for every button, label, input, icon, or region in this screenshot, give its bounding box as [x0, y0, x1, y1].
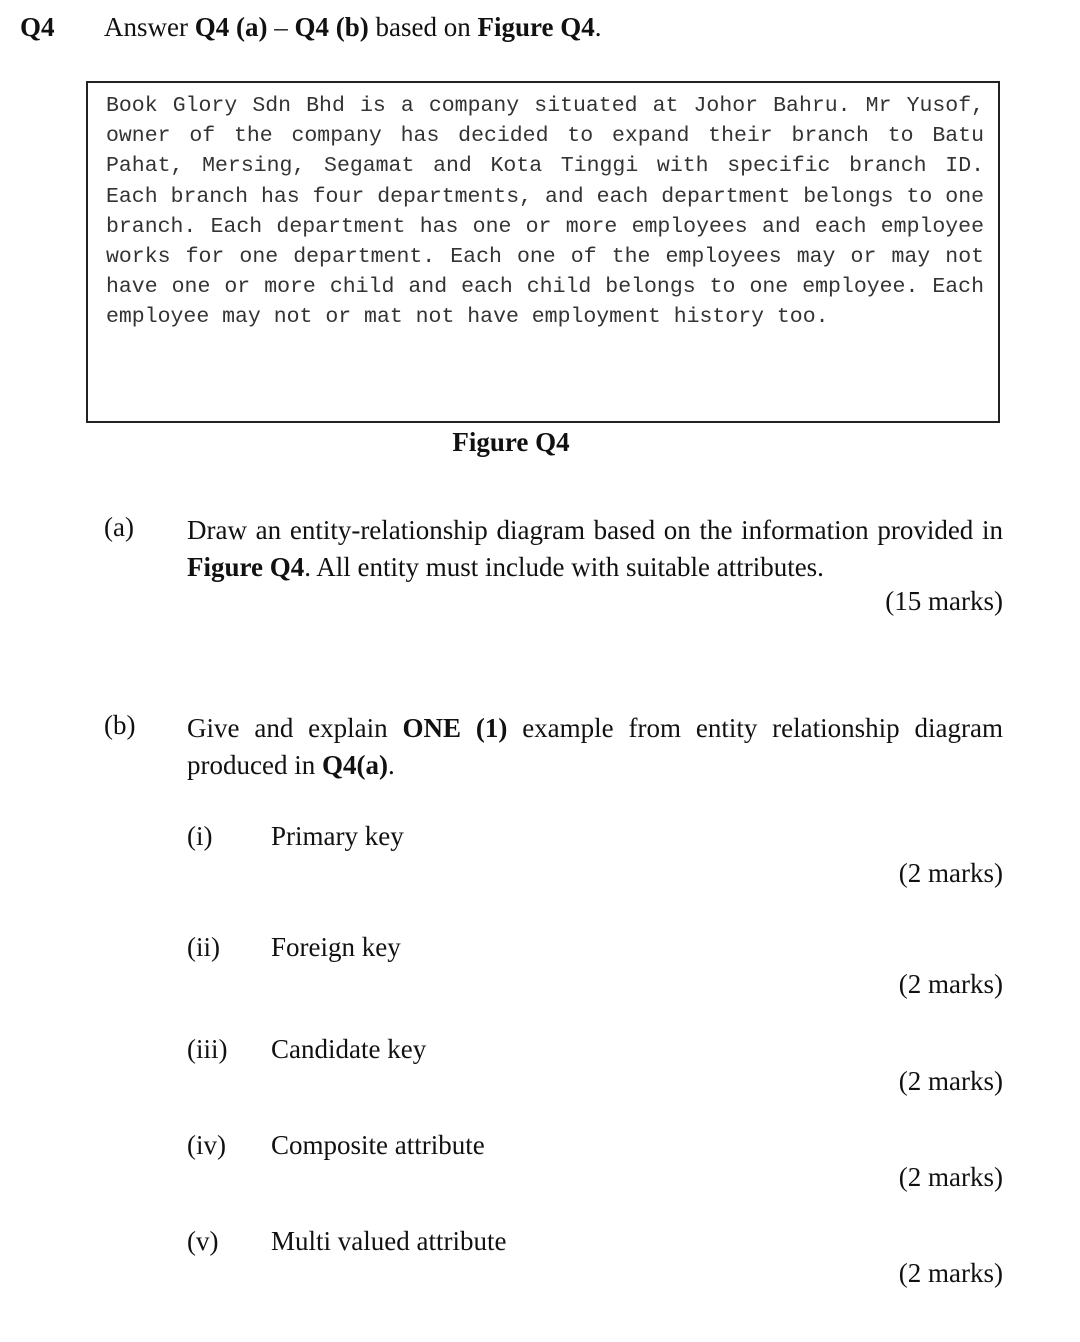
part-a-text: [187, 512, 1003, 586]
question-number: Q4: [20, 12, 55, 42]
sub-item-text: Primary key: [271, 821, 404, 851]
sub-item-label: (iv): [187, 1130, 226, 1160]
part-b-text: [187, 710, 1003, 784]
scenario-text: Book Glory Sdn Bhd is a company situated at Johor Bahru. Mr Yusof, owner of the company has decided to expand their branch to Batu Pahat, Mersing, Segamat and Kota Tinggi with specific branch ID. Each branch has four departments, and each department belongs to one branch. Each department has one or more employees and each employee works for one department. Each one of the employees may or may not have one or more child and each child belongs to one employee. Each employee may not or mat not have employment history too.: [106, 94, 984, 330]
part-b-bold-one: ONE (1): [402, 713, 508, 743]
figure-caption: Figure Q4: [452, 427, 570, 457]
sub-item-text: Composite attribute: [271, 1130, 485, 1160]
part-b-text-2: example from entity relationship diagram produced in: [187, 713, 1003, 780]
part-b-bold-ref: Q4(a): [321, 750, 388, 780]
part-b-label: (b): [104, 710, 136, 740]
sub-item-text: Foreign key: [271, 932, 401, 962]
question-instruction: [104, 12, 601, 43]
sub-item-label: (iii): [187, 1034, 228, 1064]
sub-item-marks: (2 marks): [898, 969, 1003, 999]
sub-item-marks: (2 marks): [898, 1162, 1003, 1192]
sub-item-label: (v): [187, 1226, 219, 1256]
sub-item-label: (ii): [187, 932, 220, 962]
instruction-dash: –: [267, 12, 295, 42]
instruction-middle: based on: [368, 12, 478, 42]
scenario-box: [86, 81, 1000, 423]
part-b-text-3: .: [387, 750, 395, 780]
instruction-part-start: Q4 (a): [194, 12, 268, 42]
sub-item-text: Candidate key: [271, 1034, 427, 1064]
instruction-prefix: Answer: [104, 12, 195, 42]
sub-item-label: (i): [187, 821, 213, 851]
part-a-label: (a): [104, 512, 134, 542]
sub-item-marks: (2 marks): [898, 1258, 1003, 1288]
part-b-text-1: Give and explain: [187, 713, 403, 743]
sub-item-marks: (2 marks): [898, 1066, 1003, 1096]
part-a-text-1: Draw an entity-relationship diagram based on the information provided in: [187, 515, 1003, 545]
instruction-part-end: Q4 (b): [294, 12, 369, 42]
sub-item-marks: (2 marks): [898, 858, 1003, 888]
part-a-figure-ref: Figure Q4: [187, 552, 305, 582]
part-a-text-2: . All entity must include with suitable attributes.: [304, 552, 824, 582]
part-a-marks: (15 marks): [885, 586, 1003, 616]
instruction-suffix: .: [594, 12, 602, 42]
instruction-figure-ref: Figure Q4: [477, 12, 595, 42]
sub-item-text: Multi valued attribute: [271, 1226, 507, 1256]
